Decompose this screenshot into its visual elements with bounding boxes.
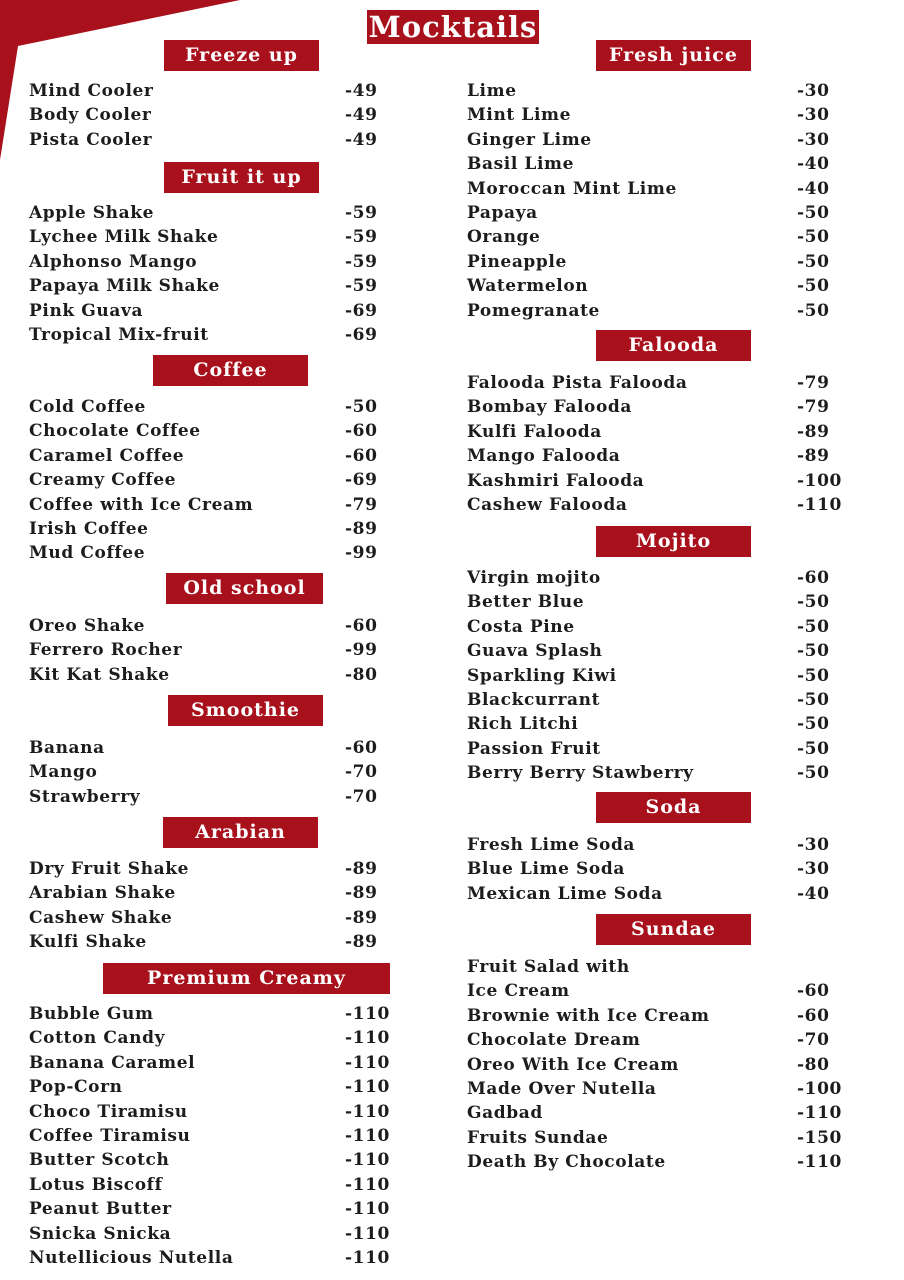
item-price: -110 (797, 1103, 842, 1124)
item-price: -110 (345, 1199, 390, 1220)
item-name: Cotton Candy (29, 1028, 166, 1049)
menu-item (467, 833, 847, 857)
menu-item (467, 857, 847, 881)
item-name: Banana (29, 738, 105, 758)
item-name: Bubble Gum (29, 1004, 154, 1024)
item-price: -110 (797, 495, 842, 515)
item-name: Cold Coffee (29, 397, 146, 417)
menu-item (467, 1028, 847, 1052)
menu-item (467, 590, 847, 614)
item-name: Banana Caramel (29, 1052, 196, 1073)
item-name: Snicka Snicka (29, 1223, 172, 1244)
item-price: -59 (345, 203, 378, 223)
section-header: Smoothie (168, 695, 323, 726)
item-name: Chocolate Dream (467, 1030, 641, 1051)
item-name: Oreo With Ice Cream (467, 1054, 679, 1075)
menu-item (467, 615, 847, 639)
item-name: Mint Lime (467, 105, 572, 126)
item-name: Kashmiri Falooda (467, 470, 645, 491)
item-name: Tropical Mix-fruit (29, 325, 209, 345)
menu-item (29, 517, 389, 541)
item-price: -60 (797, 568, 830, 588)
item-price: -50 (345, 397, 378, 417)
item-name: Guava Splash (467, 641, 603, 662)
item-name: Papaya Milk Shake (29, 276, 220, 297)
menu-item (29, 444, 389, 468)
item-name: Falooda Pista Falooda (467, 373, 688, 393)
item-price: -60 (345, 421, 378, 442)
item-price: -99 (345, 543, 378, 564)
item-price: -60 (797, 981, 830, 1002)
menu-item (467, 152, 847, 176)
menu-item (467, 639, 847, 663)
section-header: Falooda (596, 330, 751, 361)
item-price: -50 (797, 300, 830, 321)
menu-item (29, 638, 389, 662)
item-price: -100 (797, 470, 842, 491)
item-name: Peanut Butter (29, 1199, 172, 1220)
item-price: -110 (345, 1223, 390, 1244)
menu-item (467, 444, 847, 468)
section-header: Freeze up (164, 40, 319, 71)
item-price: -110 (797, 1152, 842, 1173)
item-name: Nutellicious Nutella (29, 1248, 234, 1268)
item-price: -110 (345, 1052, 390, 1073)
menu-item (29, 906, 389, 930)
item-price: -50 (797, 227, 830, 248)
menu-item (467, 201, 847, 225)
menu-item (467, 882, 847, 906)
menu-item (29, 760, 389, 784)
item-name: Gadbad (467, 1103, 543, 1124)
menu-item (29, 419, 389, 443)
menu-item (467, 566, 847, 590)
item-name: Orange (467, 227, 541, 248)
menu-item (29, 103, 389, 127)
item-price: -89 (345, 883, 378, 904)
item-price: -60 (345, 738, 378, 758)
item-price: -40 (797, 178, 830, 199)
item-price: -89 (345, 907, 378, 928)
menu-item (467, 664, 847, 688)
item-name: Cashew Shake (29, 907, 173, 928)
item-name: Made Over Nutella (467, 1079, 657, 1099)
menu-item (467, 177, 847, 201)
menu-item (467, 1004, 847, 1028)
item-price: -89 (345, 519, 378, 539)
menu-item (467, 371, 847, 395)
item-price: -59 (345, 227, 378, 248)
menu-item (467, 103, 847, 127)
item-name: Apple Shake (29, 203, 155, 223)
menu-item (467, 493, 847, 517)
menu-item (29, 1197, 389, 1221)
item-price: -30 (797, 835, 830, 855)
item-name: Kulfi Falooda (467, 421, 602, 442)
item-name: Ice Cream (467, 981, 570, 1002)
menu-item (29, 1051, 389, 1075)
item-name: Brownie with Ice Cream (467, 1005, 710, 1026)
menu-item (29, 930, 389, 954)
item-name: Berry Berry Stawberry (467, 763, 694, 784)
menu-item (29, 323, 389, 347)
section-header: Sundae (596, 914, 751, 945)
menu-item (467, 395, 847, 419)
item-name: Coffee Tiramisu (29, 1126, 191, 1146)
menu-item (467, 299, 847, 323)
item-name: Kulfi Shake (29, 932, 147, 953)
menu-item (29, 1002, 389, 1026)
item-name: Basil Lime (467, 154, 575, 175)
item-name: Pop-Corn (29, 1077, 123, 1098)
section-header: Old school (166, 573, 323, 604)
item-price: -30 (797, 81, 830, 101)
section-header: Soda (596, 792, 751, 823)
item-name: Strawberry (29, 786, 141, 807)
item-name: Irish Coffee (29, 519, 149, 539)
item-price: -70 (345, 786, 378, 807)
item-price: -110 (345, 1101, 390, 1122)
item-name: Bombay Falooda (467, 397, 632, 418)
item-price: -69 (345, 300, 378, 321)
menu-item (29, 201, 389, 225)
menu-item (29, 468, 389, 492)
item-price: -100 (797, 1079, 842, 1099)
item-price: -40 (797, 883, 830, 904)
menu-item (29, 128, 389, 152)
item-price: -99 (345, 640, 378, 661)
item-price: -30 (797, 859, 830, 880)
item-price: -49 (345, 81, 378, 101)
item-price: -110 (345, 1126, 390, 1146)
menu-item (29, 1173, 389, 1197)
menu-item (29, 493, 389, 517)
item-price: -110 (345, 1028, 390, 1049)
item-name: Oreo Shake (29, 616, 146, 636)
menu-item (467, 469, 847, 493)
item-name: Mexican Lime Soda (467, 883, 663, 904)
item-price: -60 (345, 616, 378, 636)
item-price: -50 (797, 763, 830, 784)
menu-item (467, 979, 847, 1003)
item-name: Fruit Salad with (467, 957, 630, 977)
item-price: -89 (345, 859, 378, 879)
item-price: -30 (797, 105, 830, 126)
menu-item (29, 250, 389, 274)
menu-item (467, 1150, 847, 1174)
menu-item (29, 1148, 389, 1172)
item-name: Pomegranate (467, 300, 600, 321)
menu-item (29, 299, 389, 323)
item-name: Lotus Biscoff (29, 1174, 163, 1195)
item-price: -40 (797, 154, 830, 175)
menu-item (467, 128, 847, 152)
item-price: -110 (345, 1004, 390, 1024)
menu-item (29, 857, 389, 881)
item-name: Rich Litchi (467, 714, 579, 735)
item-name: Cashew Falooda (467, 495, 628, 515)
item-price: -69 (345, 325, 378, 345)
item-price: -80 (345, 664, 378, 685)
menu-item (29, 395, 389, 419)
menu-item (467, 274, 847, 298)
item-price: -50 (797, 641, 830, 662)
item-name: Mud Coffee (29, 543, 146, 564)
item-name: Watermelon (467, 276, 589, 297)
item-price: -110 (345, 1150, 390, 1171)
item-price: -30 (797, 129, 830, 150)
item-price: -50 (797, 690, 830, 710)
item-name: Alphonso Mango (29, 251, 198, 272)
section-header: Fresh juice (596, 40, 751, 71)
item-name: Creamy Coffee (29, 470, 177, 491)
item-name: Lychee Milk Shake (29, 227, 219, 248)
menu-item (29, 225, 389, 249)
item-price: -150 (797, 1127, 842, 1148)
item-price: -79 (797, 397, 830, 418)
section-header: Mojito (596, 526, 751, 557)
item-name: Costa Pine (467, 616, 575, 637)
item-price: -59 (345, 251, 378, 272)
item-price: -59 (345, 276, 378, 297)
menu-item (467, 420, 847, 444)
menu-item (467, 1053, 847, 1077)
item-name: Moroccan Mint Lime (467, 178, 677, 199)
menu-item (29, 736, 389, 760)
item-name: Ferrero Rocher (29, 640, 183, 661)
menu-item (29, 1124, 389, 1148)
item-name: Blue Lime Soda (467, 859, 625, 880)
menu-item (29, 1075, 389, 1099)
item-name: Coffee with Ice Cream (29, 494, 254, 515)
item-price: -60 (345, 445, 378, 466)
item-name: Pineapple (467, 251, 567, 272)
menu-item (29, 881, 389, 905)
item-price: -49 (345, 129, 378, 150)
item-price: -70 (345, 762, 378, 783)
item-name: Arabian Shake (29, 883, 176, 904)
item-price: -50 (797, 714, 830, 735)
item-name: Caramel Coffee (29, 445, 185, 466)
item-price: -50 (797, 616, 830, 637)
item-name: Body Cooler (29, 105, 152, 126)
item-price: -50 (797, 251, 830, 272)
item-price: -60 (797, 1005, 830, 1026)
section-header: Arabian (163, 817, 318, 848)
item-price: -50 (797, 276, 830, 297)
item-name: Choco Tiramisu (29, 1101, 188, 1122)
menu-item (29, 614, 389, 638)
item-price: -69 (345, 470, 378, 491)
item-price: -50 (797, 203, 830, 223)
menu-item (467, 79, 847, 103)
menu-title: Mocktails (368, 10, 538, 44)
item-name: Virgin mojito (467, 568, 601, 588)
item-price: -79 (797, 373, 830, 393)
menu-item (467, 955, 847, 979)
menu-item (29, 541, 389, 565)
menu-item (29, 785, 389, 809)
item-price: -89 (797, 421, 830, 442)
item-name: Lime (467, 81, 517, 101)
menu-item (467, 250, 847, 274)
menu-item (29, 79, 389, 103)
item-name: Sparkling Kiwi (467, 665, 617, 686)
item-price: -89 (345, 932, 378, 953)
menu-item (467, 1126, 847, 1150)
item-name: Mind Cooler (29, 81, 154, 101)
item-price: -80 (797, 1054, 830, 1075)
menu-item (29, 274, 389, 298)
menu-item (29, 1100, 389, 1124)
item-name: Blackcurrant (467, 690, 601, 710)
item-price: -110 (345, 1248, 390, 1268)
item-price: -89 (797, 446, 830, 467)
menu-item (467, 688, 847, 712)
menu-item (467, 761, 847, 785)
menu-item (467, 737, 847, 761)
item-price: -50 (797, 738, 830, 759)
item-price: -79 (345, 494, 378, 515)
item-name: Mango (29, 762, 98, 783)
item-price: -110 (345, 1174, 390, 1195)
item-name: Papaya (467, 203, 538, 223)
item-name: Pista Cooler (29, 129, 153, 150)
menu-item (29, 1026, 389, 1050)
section-header: Premium Creamy Shakes (103, 963, 390, 994)
item-name: Fresh Lime Soda (467, 835, 636, 855)
item-price: -70 (797, 1030, 830, 1051)
section-header: Fruit it up (164, 162, 319, 193)
menu-item (467, 1101, 847, 1125)
item-name: Ginger Lime (467, 129, 592, 150)
section-header: Coffee (153, 355, 308, 386)
item-name: Butter Scotch (29, 1150, 170, 1171)
item-name: Passion Fruit (467, 738, 601, 759)
item-name: Death By Chocolate (467, 1152, 666, 1173)
menu-item (467, 712, 847, 736)
item-price: -50 (797, 665, 830, 686)
item-price: -110 (345, 1077, 390, 1098)
menu-item (467, 225, 847, 249)
item-name: Dry Fruit Shake (29, 859, 190, 879)
menu-item (29, 663, 389, 687)
item-name: Better Blue (467, 592, 585, 613)
item-price: -50 (797, 592, 830, 613)
item-name: Kit Kat Shake (29, 664, 170, 685)
item-name: Mango Falooda (467, 446, 621, 467)
item-price: -49 (345, 105, 378, 126)
menu-item (29, 1246, 389, 1270)
menu-item (29, 1222, 389, 1246)
item-name: Pink Guava (29, 300, 144, 321)
item-name: Fruits Sundae (467, 1127, 609, 1148)
menu-item (467, 1077, 847, 1101)
item-name: Chocolate Coffee (29, 421, 201, 442)
